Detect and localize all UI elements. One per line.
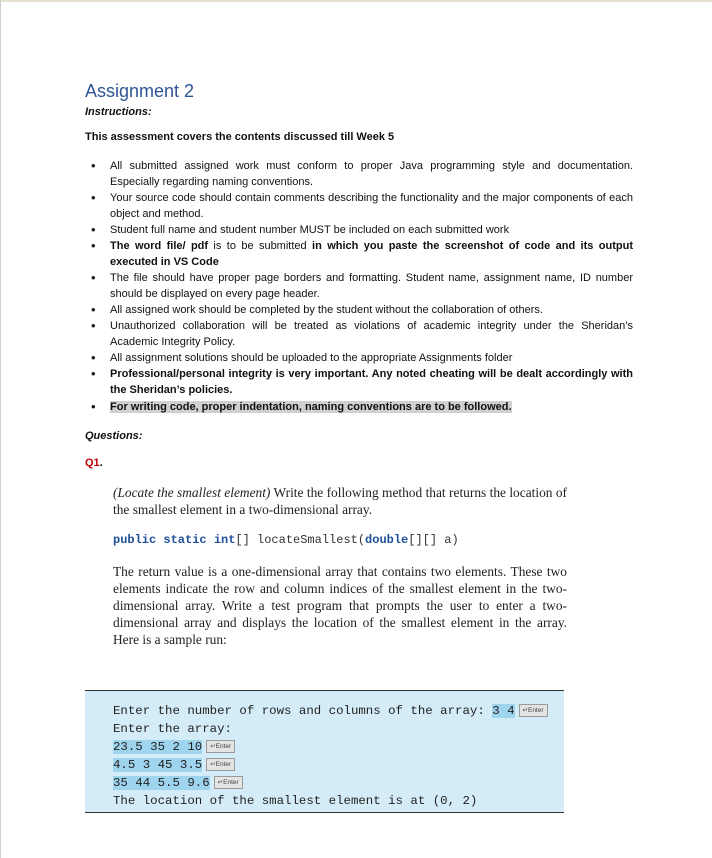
list-item: • All assignment solutions should be uploaded to the appropriate Assignments folder [85,350,633,366]
enter-key-icon: ↵Enter [214,776,243,789]
instructions-heading: Instructions: [85,106,152,118]
list-item: • All submitted assigned work must conform to proper Java programming style and documentation. Especially regarding naming conventions. [85,158,633,190]
console-line-row: 23.5 35 2 10 ↵Enter [113,740,235,754]
sample-run-console [85,690,564,813]
enter-key-icon: ↵Enter [519,704,548,717]
console-line-row: 35 44 5.5 9.6 ↵Enter [113,776,243,790]
list-item: • The file should have proper page borders and formatting. Student name, assignment name, ID number should be displayed on every page header. [85,270,633,302]
console-line-result: The location of the smallest element is at (0, 2) [113,794,478,808]
console-line-dimensions: Enter the number of rows and columns of the array: 3 4 ↵Enter [113,704,548,718]
list-item: • All assigned work should be completed by the student without the collaboration of others. [85,302,633,318]
covers-text: This assessment covers the contents discussed till Week 5 [85,131,395,143]
page-title: Assignment 2 [85,81,195,101]
console-line-prompt: Enter the array: [113,722,232,736]
instruction-list [85,158,633,415]
console-line-row: 4.5 3 45 3.5 ↵Enter [113,758,235,772]
list-item: • Professional/personal integrity is very important. Any noted cheating will be dealt accordingly with the Sheridan’s policies. [85,366,633,398]
list-item-highlighted: • For writing code, proper indentation, naming conventions are to be followed. [85,399,633,415]
problem-description: (Locate the smallest element) Write the following method that returns the location of the smallest element in a two-dimensional array. [113,485,567,517]
top-edge [1,0,712,2]
list-item: • Unauthorized collaboration will be treated as violations of academic integrity under the Sheridan’s Academic Integrity Policy. [85,318,633,350]
enter-key-icon: ↵Enter [206,758,235,771]
questions-heading: Questions: [85,430,143,442]
list-item: • Student full name and student number MUST be included on each submitted work [85,222,633,238]
problem-details: The return value is a one-dimensional array that contains two elements. These two elements indicate the row and column indices of the smallest element in the two-dimensional array. Write a test program that prompts the user to enter a two-dimensional array and displays the location of the smallest element in the array. Here is a sample run: [113,564,567,647]
list-item: • The word file/ pdf is to be submitted in which you paste the screenshot of code and its output executed in VS Code [85,238,633,270]
method-signature: public static int[] locateSmallest(double[][] a) [113,533,459,547]
question-label: Q1. [85,457,103,469]
enter-key-icon: ↵Enter [206,740,235,753]
list-item: • Your source code should contain comments describing the functionality and the major components of each object and method. [85,190,633,222]
